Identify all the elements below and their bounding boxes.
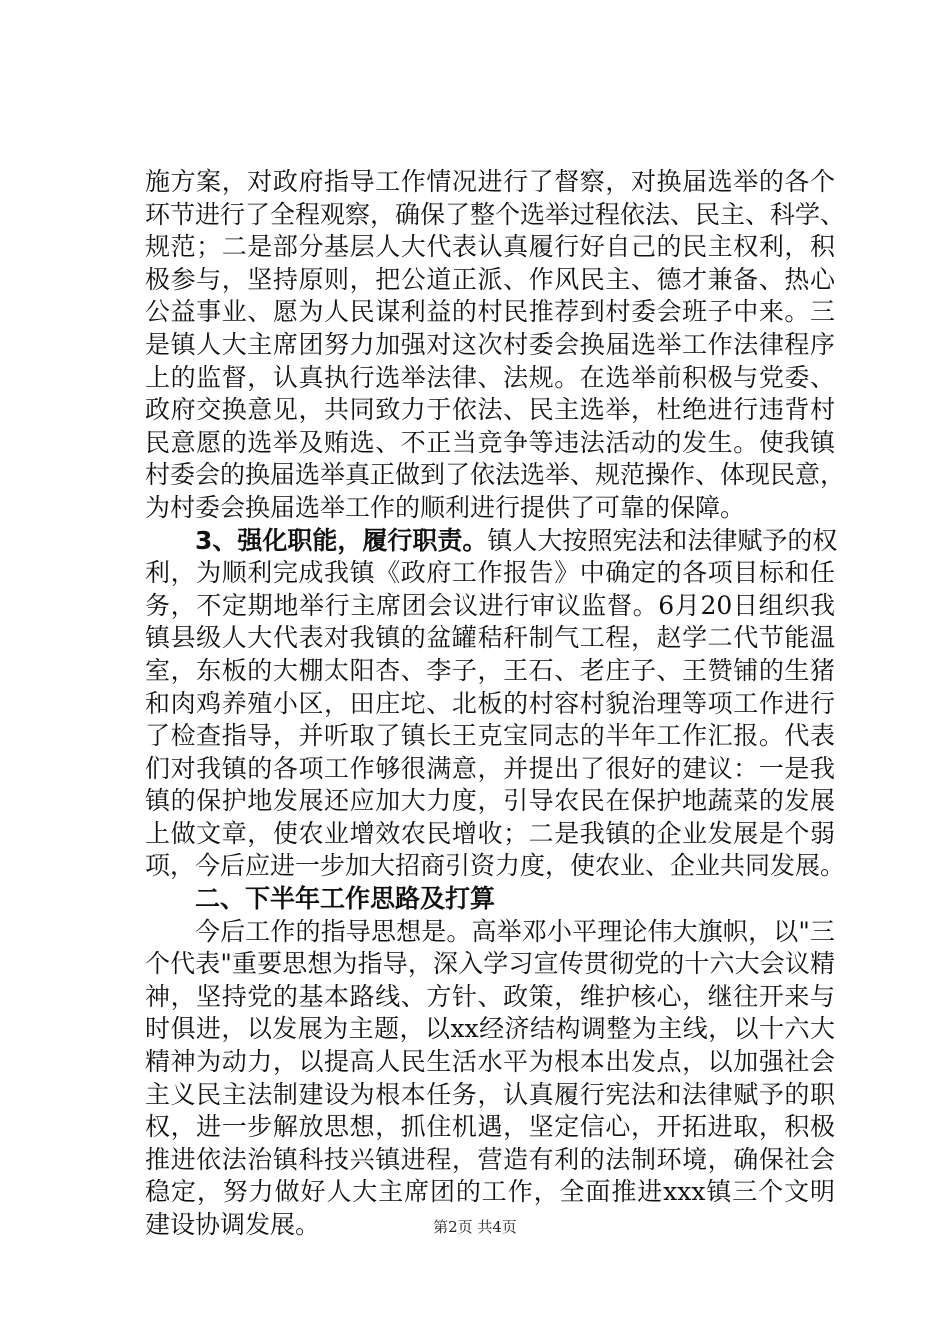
text-line: 镇的保护地发展还应加大力度，引导农民在保护地蔬菜的发展 <box>145 786 835 816</box>
text-line: 神，坚持党的基本路线、方针、政策，维护核心，继往开来与 <box>145 981 835 1011</box>
text-line: 今后工作的指导思想是。高举邓小平理论伟大旗帜，以"三 <box>195 916 835 946</box>
text-line: 规范；二是部分基层人大代表认真履行好自己的民主权利，积 <box>145 232 835 262</box>
text-line: 政府交换意见，共同致力于依法、民主选举，杜绝进行违背村 <box>145 395 835 425</box>
text-line: 权，进一步解放思想，抓住机遇，坚定信心，开拓进取，积极 <box>145 1112 835 1142</box>
text-line: 上的监督，认真执行选举法律、法规。在选举前积极与党委、 <box>145 362 835 392</box>
text-line: 利，为顺利完成我镇《政府工作报告》中确定的各项目标和任 <box>145 558 835 588</box>
text-line: 极参与，坚持原则，把公道正派、作风民主、德才兼备、热心 <box>145 264 835 294</box>
text-line: 时俱进，以发展为主题，以xx经济结构调整为主线，以十六大 <box>145 1014 835 1044</box>
paragraph-lead-rest: 镇人大按照宪法和法律赋予的权 <box>487 525 838 555</box>
text-line: 环节进行了全程观察，确保了整个选举过程依法、民主、科学、 <box>145 199 846 229</box>
text-line: 们对我镇的各项工作够很满意，并提出了很好的建议：一是我 <box>145 753 835 783</box>
text-line: 稳定，努力做好人大主席团的工作，全面推进xxx镇三个文明 <box>145 1177 835 1207</box>
text-line: 建设协调发展。 <box>145 1210 321 1239</box>
paragraph-lead-bold: 3、强化职能，履行职责。 <box>195 525 488 555</box>
text-line: 精神为动力，以提高人民生活水平为根本出发点，以加强社会 <box>145 1047 835 1077</box>
page-number-footer: 第2页 共4页 <box>433 1218 517 1236</box>
text-line: 是镇人大主席团努力加强对这次村委会换届选举工作法律程序 <box>145 329 835 359</box>
text-line: 室，东板的大棚太阳杏、李子，王石、老庄子、王赞铺的生猪 <box>145 655 835 685</box>
text-line: 务，不定期地举行主席团会议进行审议监督。6月20日组织我 <box>145 590 835 620</box>
text-line: 公益事业、愿为人民谋利益的村民推荐到村委会班子中来。三 <box>145 297 835 327</box>
text-line: 推进依法治镇科技兴镇进程，营造有利的法制环境，确保社会 <box>145 1144 835 1174</box>
text-line: 个代表"重要思想为指导，深入学习宣传贯彻党的十六大会议精 <box>145 949 835 979</box>
paragraph-strengthen-functions <box>145 525 846 884</box>
section-heading: 二、下半年工作思路及打算 <box>195 884 496 914</box>
text-line: 上做文章，使农业增效农民增收；二是我镇的企业发展是个弱 <box>145 818 835 848</box>
text-line: 民意愿的选举及贿选、不正当竞争等违法活动的发生。使我镇 <box>145 427 835 457</box>
text-line: 镇县级人大代表对我镇的盆罐秸秆制气工程，赵学二代节能温 <box>145 623 835 653</box>
text-line: 项，今后应进一步加大招商引资力度，使农业、企业共同发展。 <box>145 851 846 881</box>
text-line: 主义民主法制建设为根本任务，认真履行宪法和法律赋予的职 <box>145 1079 835 1109</box>
text-line: 和肉鸡养殖小区，田庄坨、北板的村容村貌治理等项工作进行 <box>145 688 835 718</box>
text-line: 了检查指导，并听取了镇长王克宝同志的半年工作汇报。代表 <box>145 721 835 751</box>
paragraph-guiding-ideology <box>145 916 835 1242</box>
paragraph-election-supervision <box>145 166 846 525</box>
document-body <box>145 166 846 1242</box>
text-line: 村委会的换届选举真正做到了依法选举、规范操作、体现民意， <box>145 460 846 490</box>
text-line: 为村委会换届选举工作的顺利进行提供了可靠的保障。 <box>145 492 746 522</box>
text-line: 施方案，对政府指导工作情况进行了督察，对换届选举的各个 <box>145 167 835 196</box>
text-line <box>145 525 838 558</box>
